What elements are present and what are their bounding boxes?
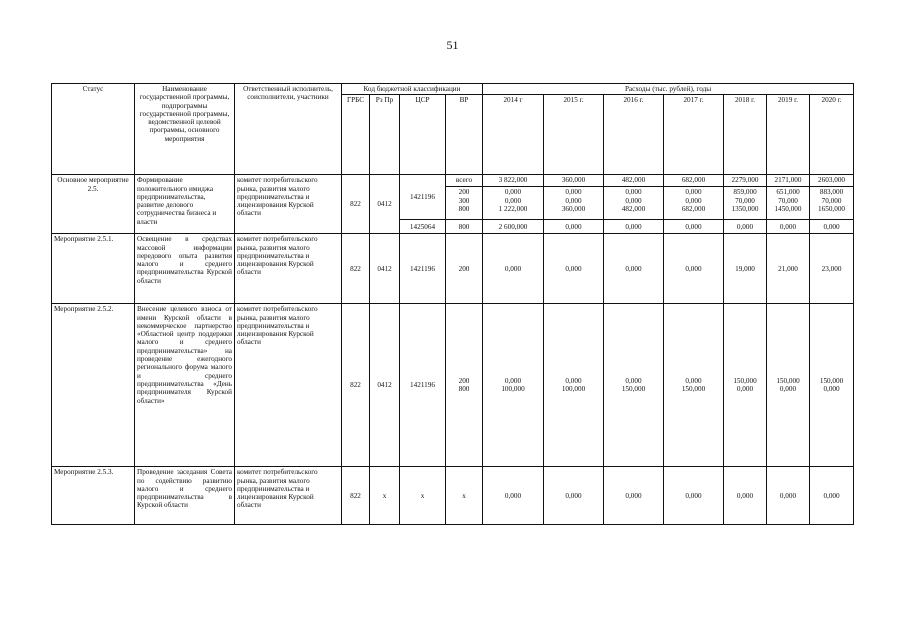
csr-cell: 1421196 xyxy=(400,304,446,467)
value-cell: 2 600,000 xyxy=(483,220,544,234)
value-cell: 0,000 0,000 482,000 xyxy=(604,187,664,220)
status-cell: Мероприятие 2.5.2. xyxy=(52,304,135,467)
value-cell: 0,000 xyxy=(664,234,724,304)
rzpr-cell: 0412 xyxy=(370,175,400,234)
value-cell: 0,000 xyxy=(810,467,854,525)
grbs-cell: 822 xyxy=(342,175,370,234)
header-year-2016: 2016 г. xyxy=(604,95,664,175)
value-cell: 0,000 100,000 xyxy=(544,304,604,467)
value-cell: 150,000 0,000 xyxy=(810,304,854,467)
rzpr-cell: 0412 xyxy=(370,234,400,304)
rzpr-cell: х xyxy=(370,467,400,525)
status-cell: Основное мероприятие 2.5. xyxy=(52,175,135,234)
vr-cell: 200 xyxy=(446,234,483,304)
value-cell: 23,000 xyxy=(810,234,854,304)
grbs-cell: 822 xyxy=(342,304,370,467)
grbs-cell: 822 xyxy=(342,234,370,304)
header-status: Статус xyxy=(52,84,135,175)
value-cell: 0,000 xyxy=(767,220,810,234)
value-cell: 0,000 xyxy=(544,234,604,304)
value-cell: 0,000 xyxy=(810,220,854,234)
value-cell: 0,000 xyxy=(483,234,544,304)
header-year-2014: 2014 г xyxy=(483,95,544,175)
csr-cell: х xyxy=(400,467,446,525)
name-cell: Внесение целевого взноса от имени Курской области в некоммерческое партнерство «Областной центр поддержки малого и среднего предпринимательства» на проведение ежегодного регионального форума малого и среднего предпринимательства «День предпринимателя Курской области» xyxy=(135,304,235,467)
page-number: 51 xyxy=(446,38,459,52)
header-year-2018: 2018 г. xyxy=(724,95,767,175)
value-cell: 0,000 100,000 xyxy=(483,304,544,467)
header-responsible: Ответственный исполнитель, соисполнители, участники xyxy=(235,84,342,175)
vr-cell: 200 800 xyxy=(446,304,483,467)
vr-cell: х xyxy=(446,467,483,525)
budget-table xyxy=(51,83,854,525)
value-cell: 0,000 150,000 xyxy=(664,304,724,467)
value-cell: 0,000 xyxy=(544,220,604,234)
value-cell: 0,000 xyxy=(664,467,724,525)
header-row-1 xyxy=(52,84,854,95)
header-budget-code: Код бюджетной классификации xyxy=(342,84,483,95)
name-cell: Проведение заседания Совета по содействию развитию малого и среднего предпринимательства в Курской области xyxy=(135,467,235,525)
value-cell: 883,000 70,000 1650,000 xyxy=(810,187,854,220)
header-year-2015: 2015 г. xyxy=(544,95,604,175)
value-cell: 0,000 xyxy=(544,467,604,525)
status-cell: Мероприятие 2.5.1. xyxy=(52,234,135,304)
value-cell: 682,000 xyxy=(664,175,724,187)
csr-cell: 1425064 xyxy=(400,220,446,234)
header-year-2020: 2020 г. xyxy=(810,95,854,175)
table-row xyxy=(52,467,854,525)
value-cell: 2171,000 xyxy=(767,175,810,187)
name-cell: Формирование положительного имиджа предпринимательства, развитие делового сотрудничества бизнеса и власти xyxy=(135,175,235,234)
value-cell: 150,000 0,000 xyxy=(724,304,767,467)
table-row xyxy=(52,234,854,304)
table-row xyxy=(52,304,854,467)
header-csr: ЦСР xyxy=(400,95,446,175)
grbs-cell: 822 xyxy=(342,467,370,525)
responsible-cell: комитет потребительского рынка, развития малого предпринимательства и лицензирования Курской области xyxy=(235,304,342,467)
header-name: Наименование государственной программы, подпрограммы государственной программы, ведомственной целевой программы, основного мероприятия xyxy=(135,84,235,175)
csr-cell: 1421196 xyxy=(400,175,446,220)
vr-cell: 200 300 800 xyxy=(446,187,483,220)
value-cell: 0,000 0,000 682,000 xyxy=(664,187,724,220)
header-grbs: ГРБС xyxy=(342,95,370,175)
table-row xyxy=(52,175,854,187)
responsible-cell: комитет потребительского рынка, развития малого предпринимательства и лицензирования Курской области xyxy=(235,175,342,234)
value-cell: 2603,000 xyxy=(810,175,854,187)
value-cell: 0,000 0,000 360,000 xyxy=(544,187,604,220)
value-cell: 0,000 xyxy=(767,467,810,525)
csr-cell: 1421196 xyxy=(400,234,446,304)
value-cell: 0,000 xyxy=(604,220,664,234)
responsible-cell: комитет потребительского рынка, развития малого предпринимательства и лицензирования Курской области xyxy=(235,234,342,304)
value-cell: 21,000 xyxy=(767,234,810,304)
responsible-cell: комитет потребительского рынка, развития малого предпринимательства и лицензирования Курской области xyxy=(235,467,342,525)
value-cell: 651,000 70,000 1450,000 xyxy=(767,187,810,220)
name-cell: Освещение в средствах массовой информации передового опыта развития малого и среднего предпринимательства Курской области xyxy=(135,234,235,304)
value-cell: 0,000 xyxy=(724,220,767,234)
header-rzpr: Рз Пр xyxy=(370,95,400,175)
value-cell: 2279,000 xyxy=(724,175,767,187)
header-expenses: Расходы (тыс. рублей), годы xyxy=(483,84,854,95)
status-cell: Мероприятие 2.5.3. xyxy=(52,467,135,525)
value-cell: 482,000 xyxy=(604,175,664,187)
rzpr-cell: 0412 xyxy=(370,304,400,467)
value-cell: 0,000 xyxy=(604,467,664,525)
value-cell: 0,000 xyxy=(724,467,767,525)
value-cell: 360,000 xyxy=(544,175,604,187)
value-cell: 0,000 150,000 xyxy=(604,304,664,467)
value-cell: 0,000 0,000 1 222,000 xyxy=(483,187,544,220)
value-cell: 859,000 70,000 1350,000 xyxy=(724,187,767,220)
vr-cell: 800 xyxy=(446,220,483,234)
value-cell: 150,000 0,000 xyxy=(767,304,810,467)
header-year-2017: 2017 г. xyxy=(664,95,724,175)
value-cell: 3 822,000 xyxy=(483,175,544,187)
header-year-2019: 2019 г. xyxy=(767,95,810,175)
header-vr: ВР xyxy=(446,95,483,175)
value-cell: 0,000 xyxy=(604,234,664,304)
value-cell: 0,000 xyxy=(483,467,544,525)
value-cell: 19,000 xyxy=(724,234,767,304)
vr-cell: всего xyxy=(446,175,483,187)
value-cell: 0,000 xyxy=(664,220,724,234)
